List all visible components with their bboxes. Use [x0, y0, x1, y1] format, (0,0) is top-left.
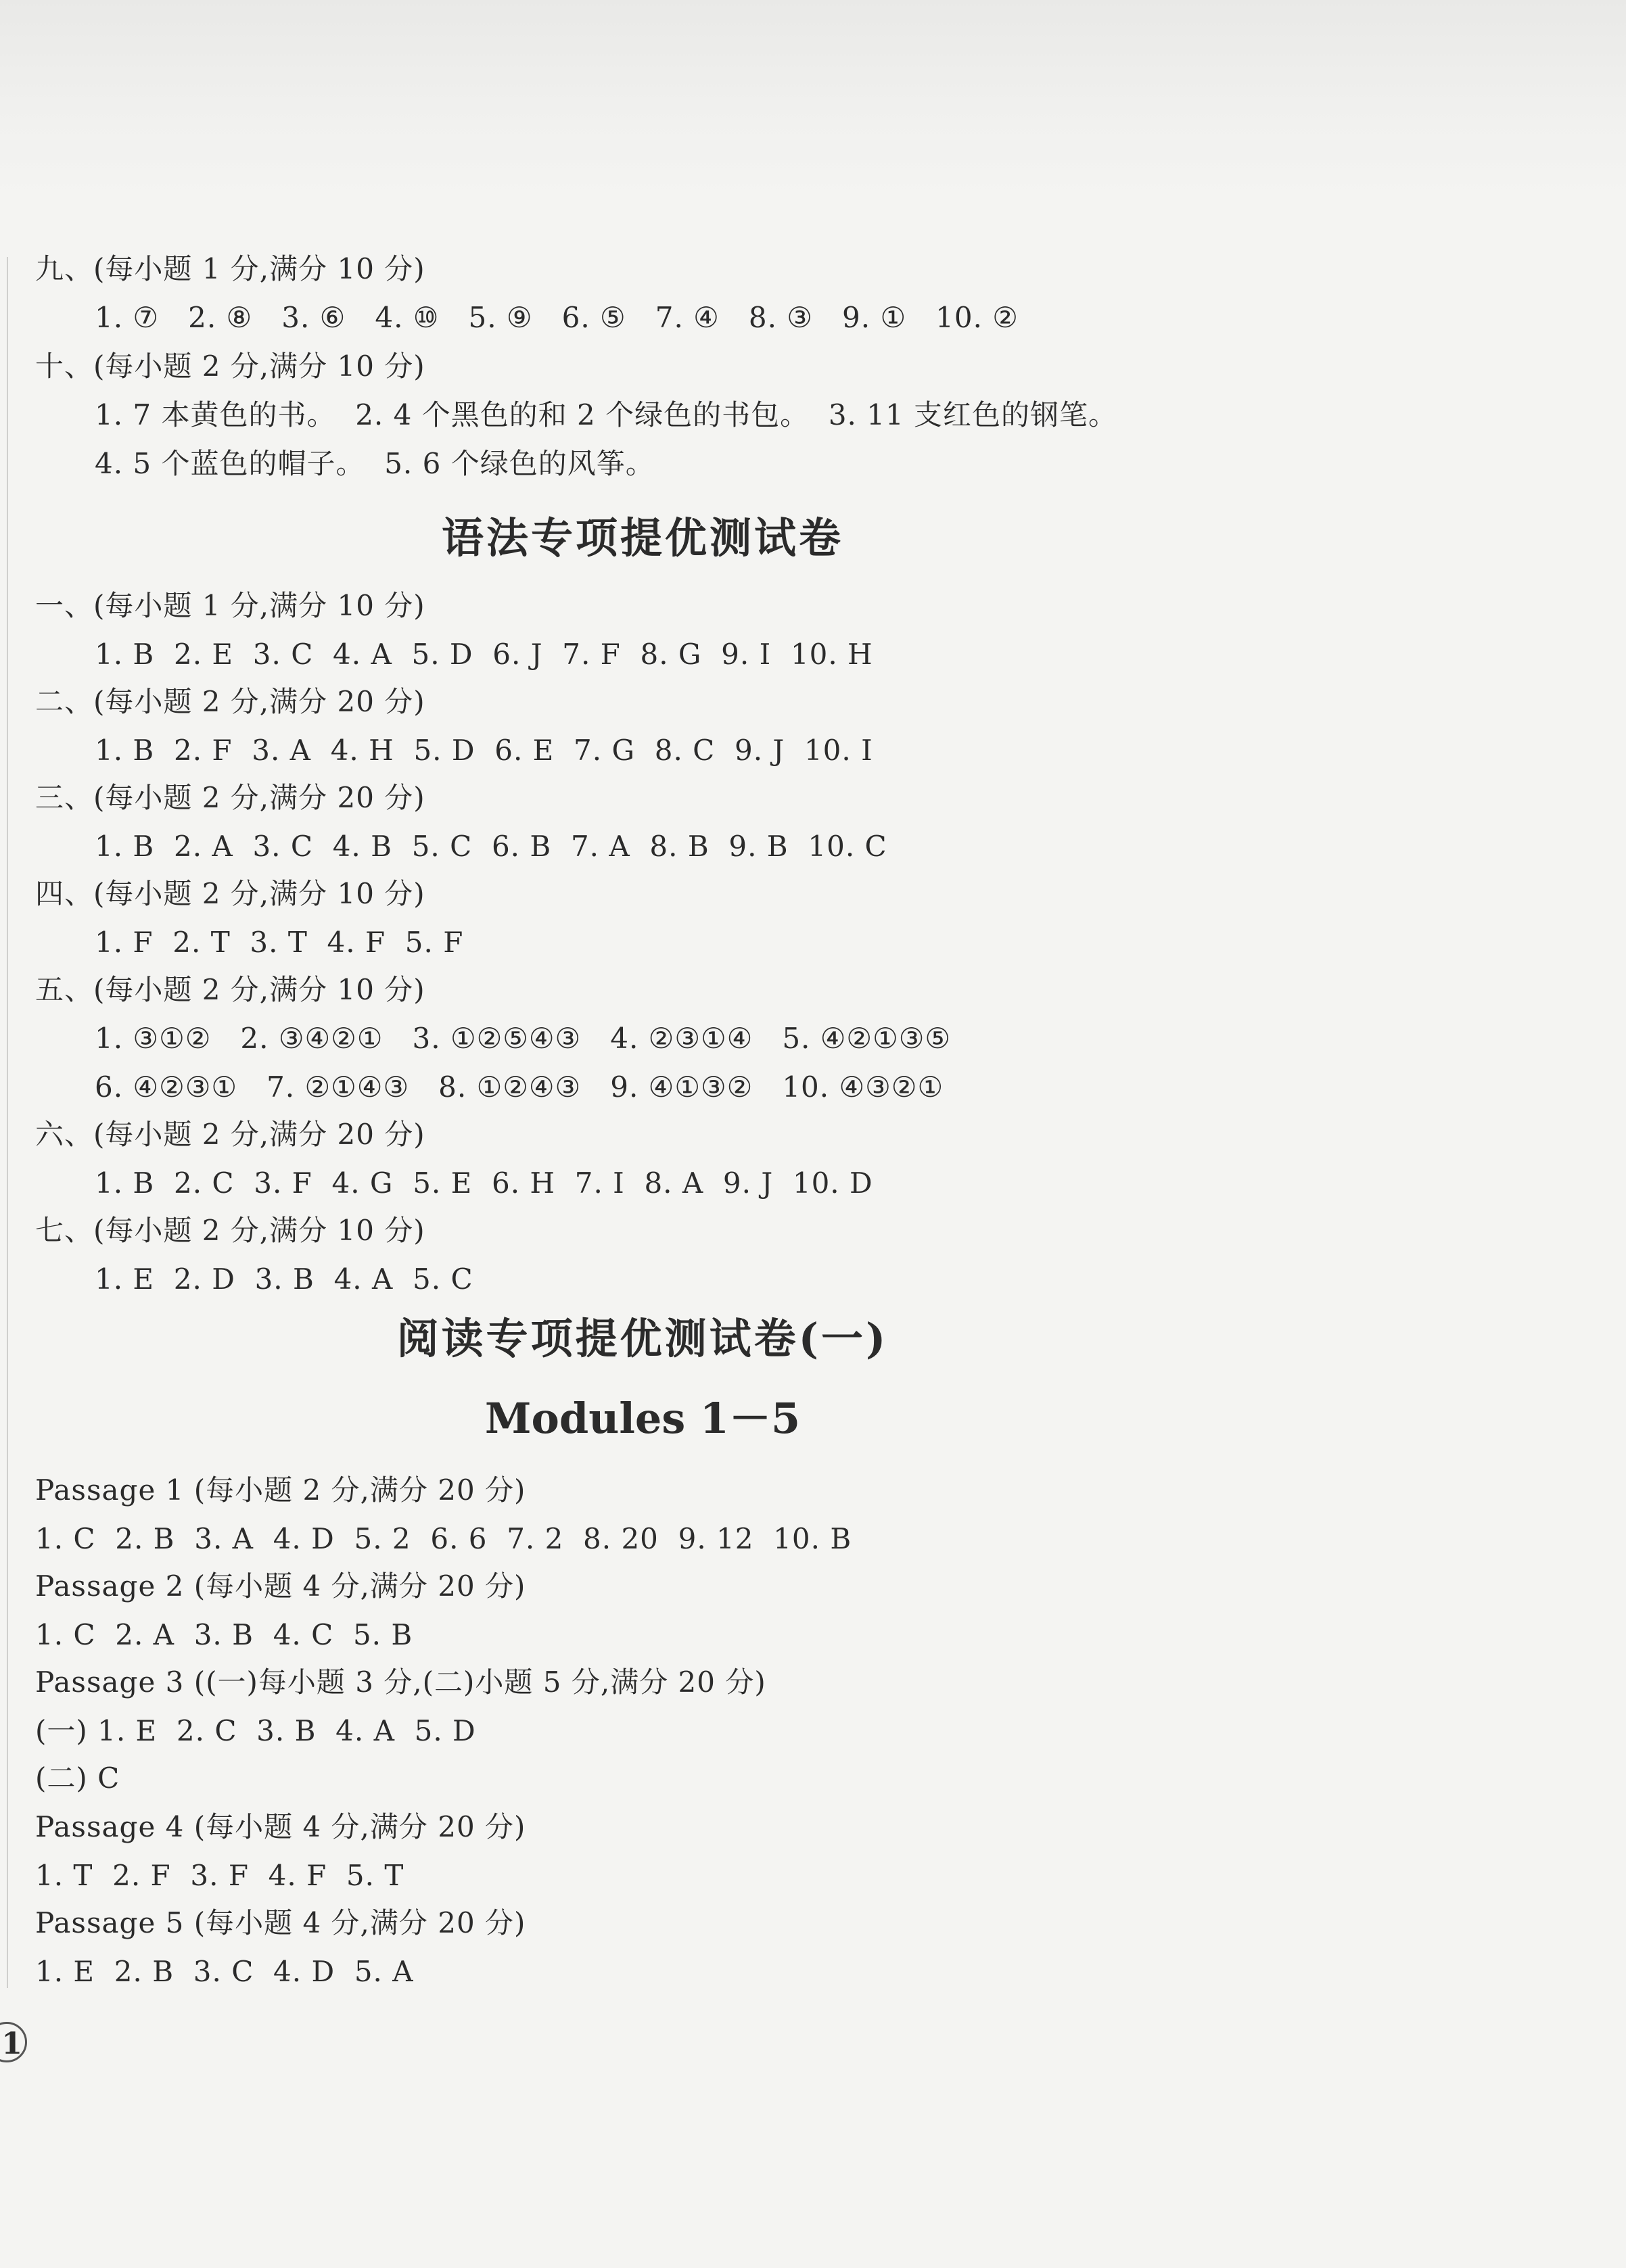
grammar-s2-heading: 二、(每小题 2 分,满分 20 分): [35, 685, 425, 718]
section-9-heading: 九、(每小题 1 分,满分 10 分): [35, 252, 425, 285]
grammar-title: 语法专项提优测试卷: [441, 513, 843, 563]
grammar-s1-answers: 1. B 2. E 3. C 4. A 5. D 6. J 7. F 8. G 9. I 10. H: [95, 638, 873, 671]
reading-title: 阅读专项提优测试卷(一): [396, 1314, 889, 1363]
section-9-answers: 1. ⑦ 2. ⑧ 3. ⑥ 4. ⑩ 5. ⑨ 6. ⑤ 7. ④ 8. ③ 9. ① 10. ②: [95, 301, 1019, 334]
grammar-s6-answers: 1. B 2. C 3. F 4. G 5. E 6. H 7. I 8. A 9. J 10. D: [95, 1166, 873, 1200]
grammar-s4-heading: 四、(每小题 2 分,满分 10 分): [35, 877, 425, 910]
passage-1-heading: Passage 1 (每小题 2 分,满分 20 分): [35, 1473, 526, 1507]
section-10-heading: 十、(每小题 2 分,满分 10 分): [35, 350, 425, 383]
grammar-s7-heading: 七、(每小题 2 分,满分 10 分): [35, 1214, 425, 1247]
section-10-answers-2: 4. 5 个蓝色的帽子。 5. 6 个绿色的风筝。: [95, 447, 655, 480]
grammar-s7-answers: 1. E 2. D 3. B 4. A 5. C: [95, 1262, 473, 1296]
passage-3-answers-2: (二) C: [35, 1762, 120, 1795]
grammar-s3-answers: 1. B 2. A 3. C 4. B 5. C 6. B 7. A 8. B 9. B 10. C: [95, 830, 887, 863]
passage-2-heading: Passage 2 (每小题 4 分,满分 20 分): [35, 1569, 526, 1603]
passage-3-answers-1: (一) 1. E 2. C 3. B 4. A 5. D: [35, 1714, 476, 1747]
passage-1-answers: 1. C 2. B 3. A 4. D 5. 2 6. 6 7. 2 8. 20 9. 12 10. B: [35, 1522, 852, 1555]
grammar-s6-heading: 六、(每小题 2 分,满分 20 分): [35, 1118, 425, 1151]
reading-subtitle: Modules 1－5: [484, 1394, 801, 1443]
page-number: 1: [0, 2022, 27, 2062]
grammar-s1-heading: 一、(每小题 1 分,满分 10 分): [35, 589, 425, 622]
grammar-s5-answers-2: 6. ④②③① 7. ②①④③ 8. ①②④③ 9. ④①③② 10. ④③②①: [95, 1070, 944, 1104]
grammar-s5-heading: 五、(每小题 2 分,满分 10 分): [35, 973, 425, 1006]
section-10-answers-1: 1. 7 本黄色的书。 2. 4 个黑色的和 2 个绿色的书包。 3. 11 支红色的钢笔。: [95, 398, 1118, 431]
passage-4-heading: Passage 4 (每小题 4 分,满分 20 分): [35, 1810, 526, 1843]
grammar-s2-answers: 1. B 2. F 3. A 4. H 5. D 6. E 7. G 8. C 9. J 10. I: [95, 734, 873, 767]
passage-3-heading: Passage 3 ((一)每小题 3 分,(二)小题 5 分,满分 20 分): [35, 1665, 766, 1699]
passage-5-answers: 1. E 2. B 3. C 4. D 5. A: [35, 1955, 414, 1988]
passage-4-answers: 1. T 2. F 3. F 4. F 5. T: [35, 1859, 404, 1892]
grammar-s4-answers: 1. F 2. T 3. T 4. F 5. F: [95, 926, 464, 959]
passage-5-heading: Passage 5 (每小题 4 分,满分 20 分): [35, 1906, 526, 1939]
passage-2-answers: 1. C 2. A 3. B 4. C 5. B: [35, 1618, 413, 1651]
grammar-s3-heading: 三、(每小题 2 分,满分 20 分): [35, 781, 425, 814]
grammar-s5-answers-1: 1. ③①② 2. ③④②① 3. ①②⑤④③ 4. ②③①④ 5. ④②①③⑤: [95, 1022, 952, 1055]
